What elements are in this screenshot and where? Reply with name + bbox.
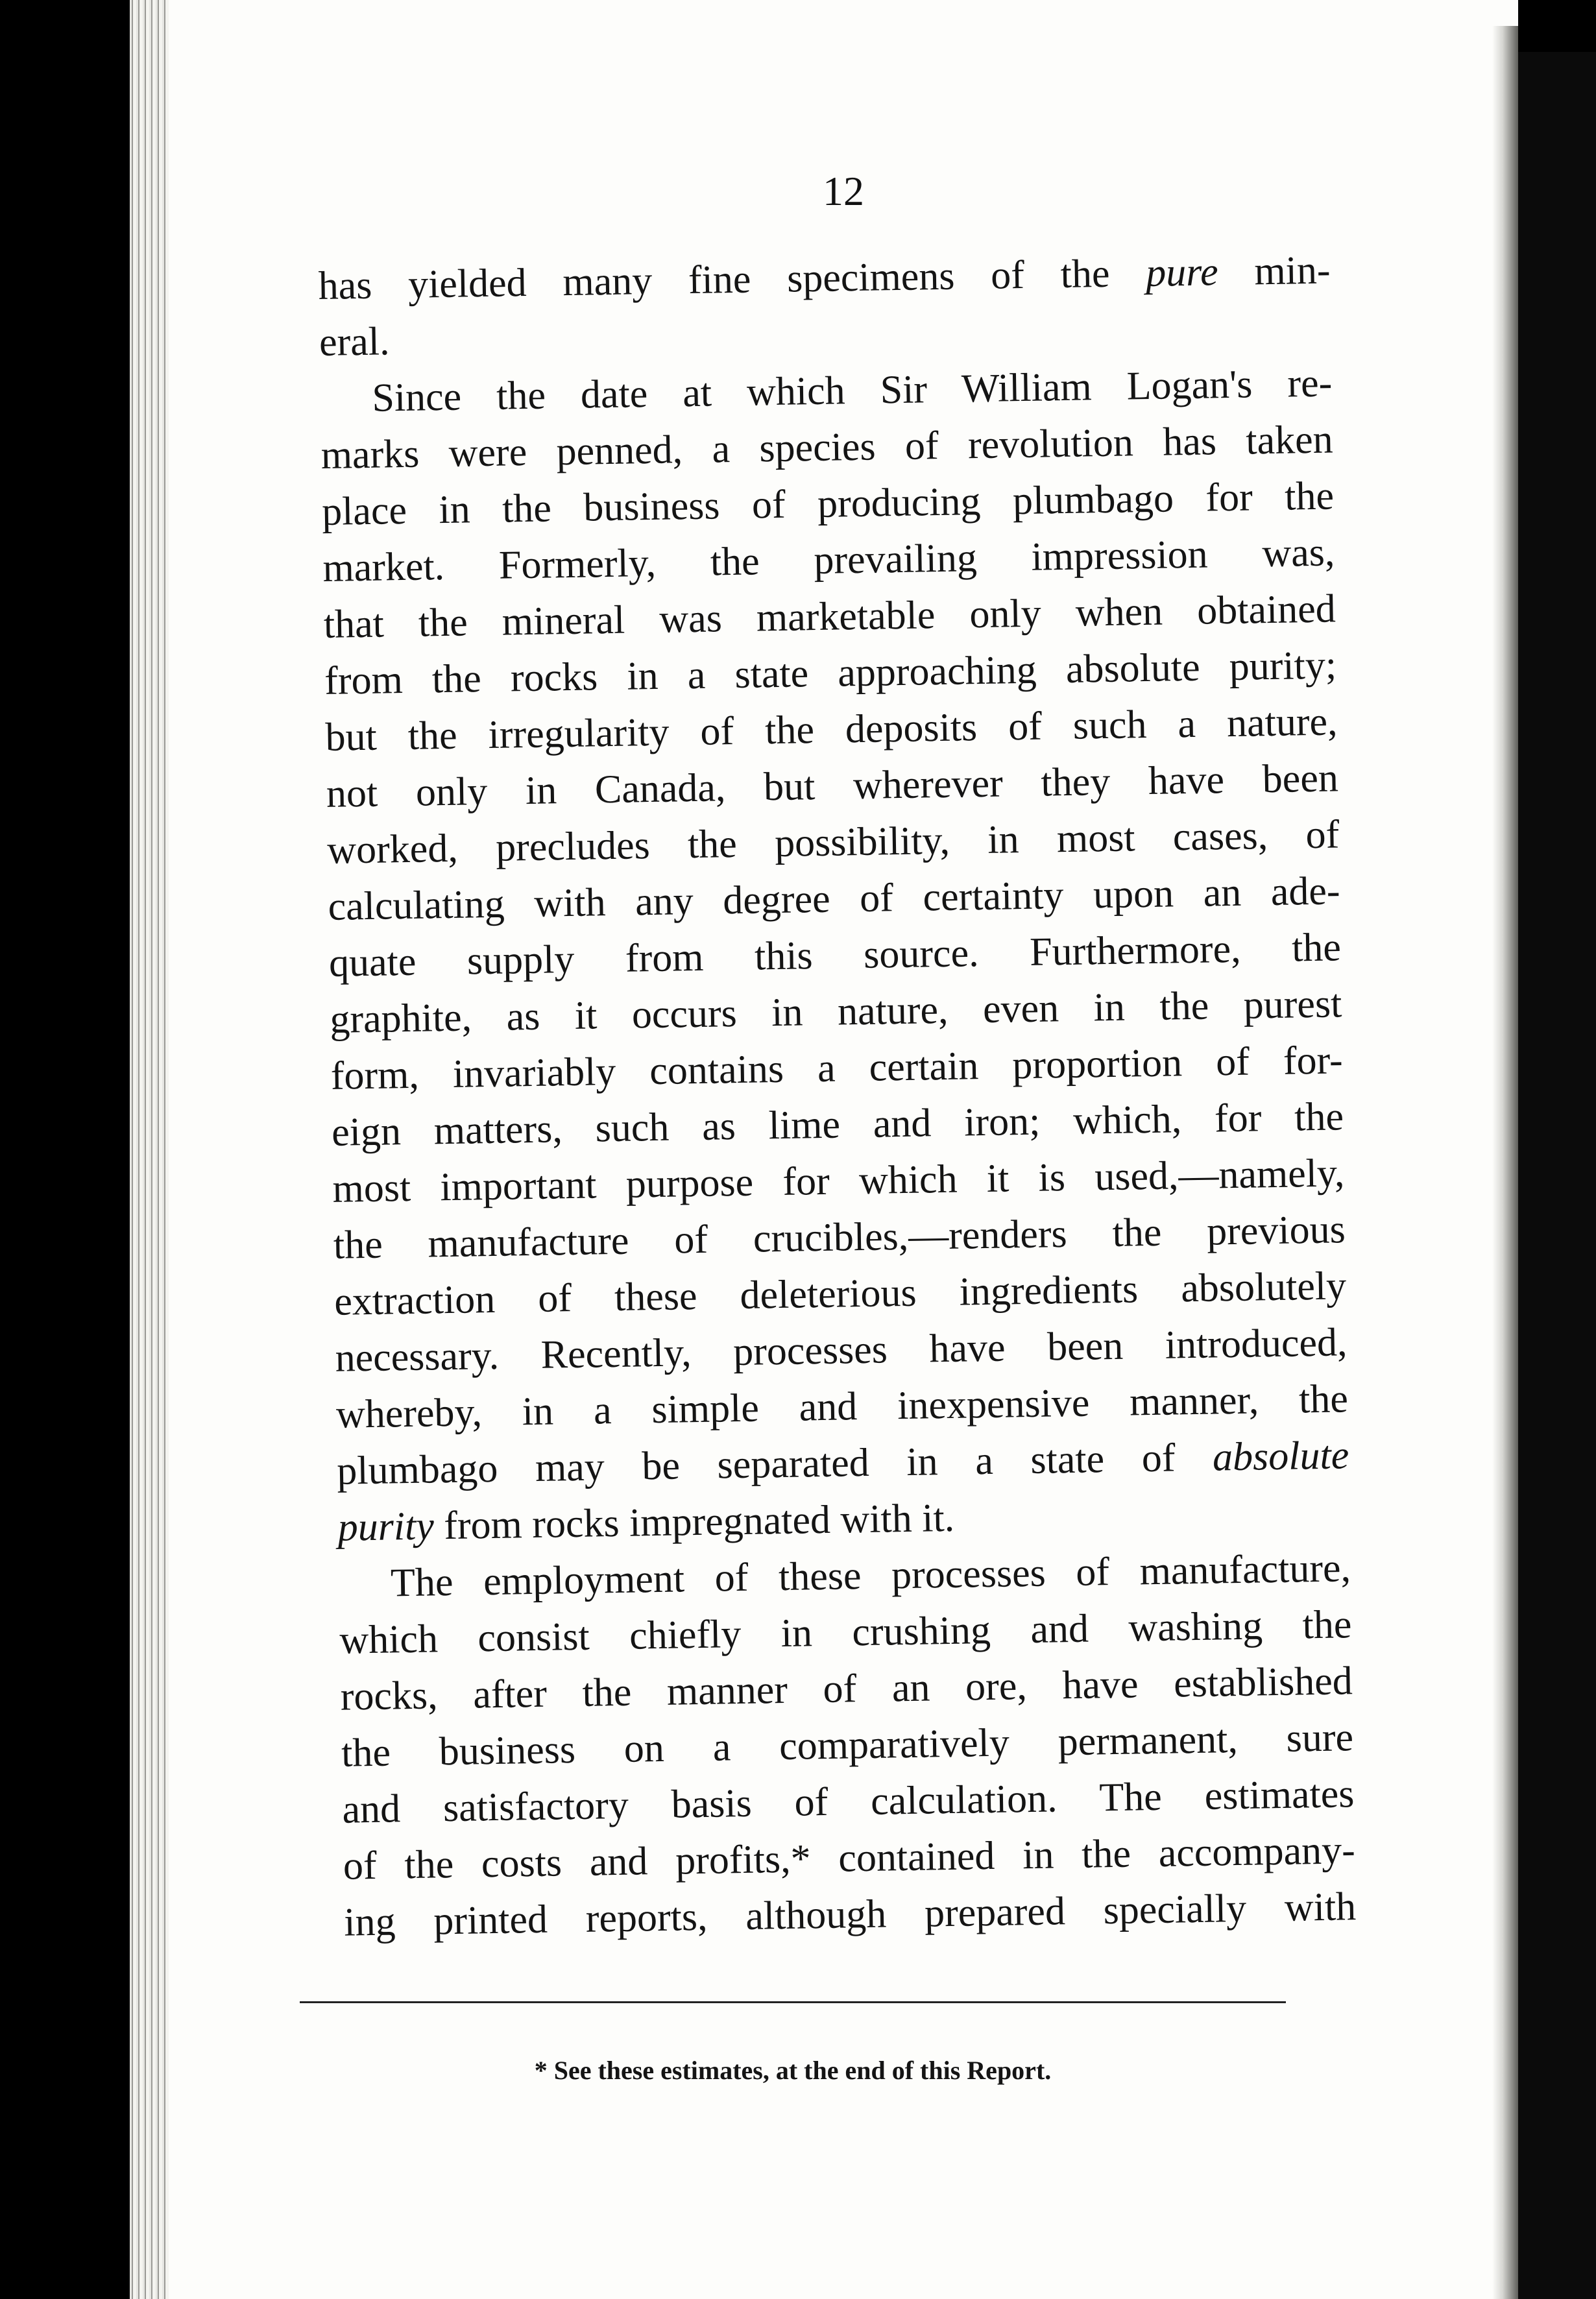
text-line: ing printed reports, although prepared specially with (343, 1884, 1357, 1945)
text-line: but the irregularity of the deposits of such a nature, (325, 699, 1338, 760)
text-line: from the rocks in a state approaching absolute purity; (324, 643, 1337, 703)
text-line: calculating with any degree of certainty upon an ade- (328, 869, 1341, 929)
text-line: whereby, in a simple and inexpensive manner, the (335, 1377, 1349, 1437)
text-line: Since the date at which Sir William Logan's re- (371, 361, 1333, 420)
page-binding-edge (130, 0, 169, 2299)
text-line: eral. (319, 319, 390, 365)
text-line: quate supply from this source. Furthermore, the (328, 925, 1342, 985)
footnote-divider (300, 2001, 1286, 2003)
text-line: form, invariably contains a certain proportion of for- (330, 1038, 1344, 1098)
text-line: purity from rocks impregnated with it. (337, 1495, 955, 1550)
text-line: has yielded many fine specimens of the pure min- (318, 248, 1331, 308)
text-line: necessary. Recently, processes have been introduced, (335, 1320, 1348, 1380)
text-line: The employment of these processes of manufacture, (390, 1546, 1351, 1606)
footnote: * See these estimates, at the end of this Report. (534, 2056, 1052, 2085)
body-text (318, 242, 1357, 1951)
page-right-shadow (1492, 26, 1518, 2299)
text-line: extraction of these deleterious ingredients absolutely (333, 1264, 1347, 1324)
text-line: the business on a comparatively permanent, sure (341, 1715, 1354, 1775)
text-line: which consist chiefly in crushing and washing the (339, 1602, 1352, 1663)
italic-word: pure (1145, 250, 1219, 295)
text-line: eign matters, such as lime and iron; which, for the (331, 1094, 1344, 1155)
text-line: of the costs and profits,* contained in the accompany- (343, 1828, 1356, 1888)
text-line: place in the business of producing plumbago for the (321, 474, 1335, 534)
page-number: 12 (823, 168, 864, 214)
text-line: most important purpose for which it is used,—namely, (332, 1151, 1345, 1211)
text-line: rocks, after the manner of an ore, have established (340, 1659, 1353, 1719)
text-line: plumbago may be separated in a state of absolute (336, 1433, 1349, 1493)
italic-word: purity (337, 1504, 435, 1550)
text-line: market. Formerly, the prevailing impression was, (322, 530, 1335, 590)
text-line: and satisfactory basis of calculation. The estimates (342, 1772, 1355, 1832)
text-line: the manufacture of crucibles,—renders the previous (333, 1207, 1346, 1268)
text-line: marks were penned, a species of revolution has taken (320, 417, 1334, 477)
text-line: graphite, as it occurs in nature, even in the purest (329, 981, 1342, 1042)
text-line: that the mineral was marketable only when obtained (323, 586, 1336, 647)
text-line: worked, precludes the possibility, in most cases, of (326, 812, 1340, 873)
text-line: not only in Canada, but wherever they have been (326, 756, 1339, 816)
italic-word: absolute (1212, 1433, 1349, 1480)
scan-background (1518, 52, 1596, 2299)
